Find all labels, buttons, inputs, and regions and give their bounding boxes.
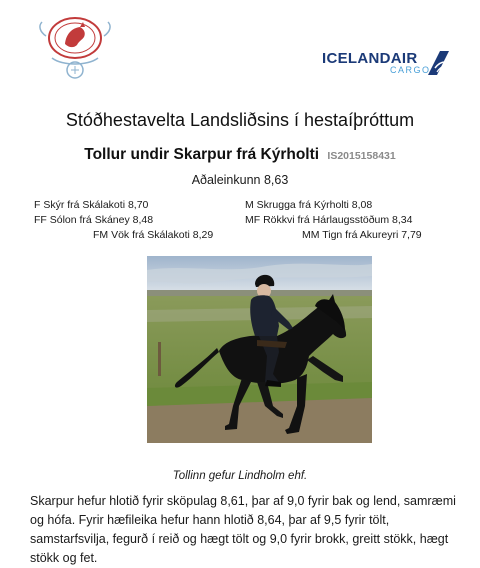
horse-name: Tollur undir Skarpur frá Kýrholti — [84, 146, 320, 163]
pedigree-dam: M Skrugga frá Kýrholti 8,08 — [245, 199, 373, 211]
photo-caption: Tollinn gefur Lindholm ehf. — [172, 470, 308, 482]
main-score: Aðaleinkunn 8,63 — [191, 173, 289, 187]
pedigree-sire: F Skýr frá Skálakoti 8,70 — [34, 199, 149, 211]
registration-number: IS2015158431 — [327, 150, 396, 162]
pedigree-sire-dam: FM Vök frá Skálakoti 8,29 — [93, 229, 214, 241]
horse-photo — [147, 256, 372, 443]
logo-subword: CARGO — [390, 65, 431, 75]
landslid-logo — [32, 14, 118, 82]
horse-heading — [0, 146, 480, 164]
pedigree-dam-sire: MF Rökkvi frá Hárlaugsstöðum 8,34 — [245, 214, 413, 226]
tail-fin-icon — [426, 50, 450, 76]
document-title: Stóðhestavelta Landsliðsins í hestaíþróttum — [65, 110, 415, 130]
pedigree-sire-sire: FF Sólon frá Skáney 8,48 — [34, 214, 154, 226]
pedigree-dam-dam: MM Tign frá Akureyri 7,79 — [302, 229, 422, 241]
icelandair-cargo-logo — [322, 50, 450, 80]
description-paragraph: Skarpur hefur hlotið fyrir sköpulag 8,61, þar af 9,0 fyrir bak og lend, samræmi og hófa. Fyrir hæfileika hefur hann hlotið 8,64, þar af 9,5 fyrir tölt, samstarfsvilja, fegurð í reið og hægt tölt og 9,0 fyrir brokk, greitt stökk, hægt stökk og fet. — [30, 494, 456, 565]
logo-wordmark: ICELANDAIR — [322, 50, 418, 67]
